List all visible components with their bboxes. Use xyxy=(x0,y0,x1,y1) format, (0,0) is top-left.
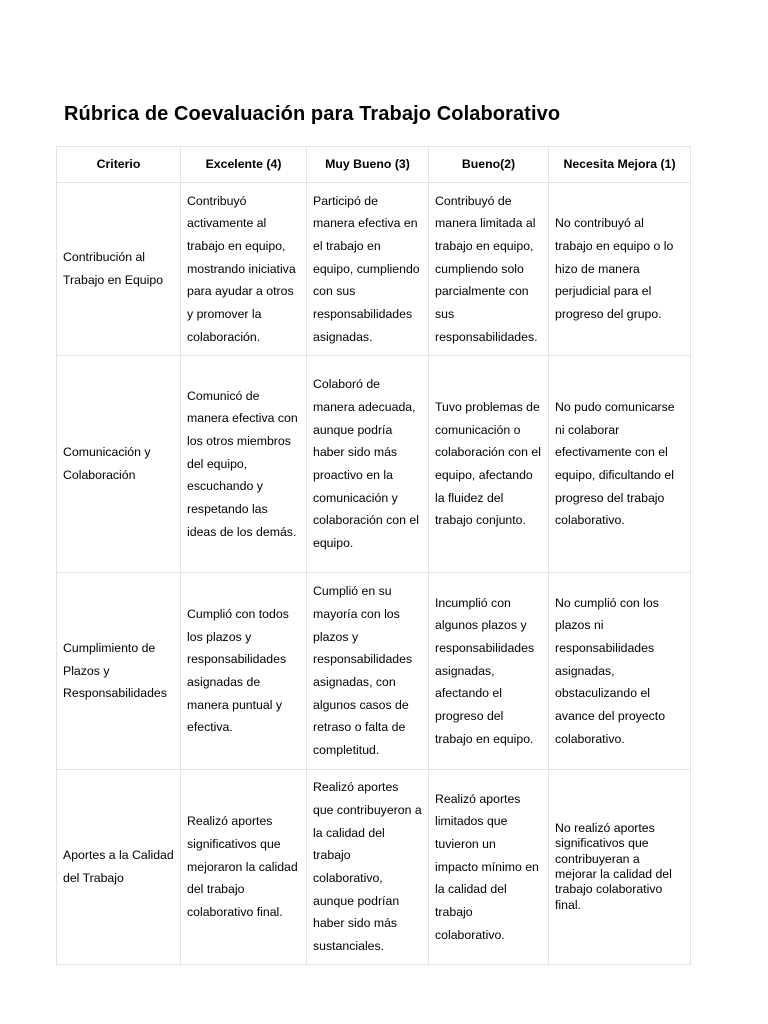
cell-muy-bueno: Participó de manera efectiva en el trabajo en equipo, cumpliendo con sus responsabilidades asignadas. xyxy=(307,183,429,356)
cell-excelente: Comunicó de manera efectiva con los otros miembros del equipo, escuchando y respetando las ideas de los demás. xyxy=(181,356,307,573)
cell-necesita-mejora: No pudo comunicarse ni colaborar efectivamente con el equipo, dificultando el progreso del trabajo colaborativo. xyxy=(549,356,691,573)
header-bueno: Bueno(2) xyxy=(429,147,549,183)
cell-bueno: Tuvo problemas de comunicación o colaboración con el equipo, afectando la fluidez del trabajo conjunto. xyxy=(429,356,549,573)
cell-excelente: Cumplió con todos los plazos y responsabilidades asignadas de manera puntual y efectiva. xyxy=(181,573,307,770)
cell-necesita-mejora: No contribuyó al trabajo en equipo o lo hizo de manera perjudicial para el progreso del grupo. xyxy=(549,183,691,356)
cell-muy-bueno: Cumplió en su mayoría con los plazos y responsabilidades asignadas, con algunos casos de retraso o falta de completitud. xyxy=(307,573,429,770)
table-row xyxy=(57,183,691,356)
page-title: Rúbrica de Coevaluación para Trabajo Colaborativo xyxy=(64,103,561,125)
table-row xyxy=(57,356,691,573)
cell-criterio: Cumplimiento de Plazos y Responsabilidades xyxy=(57,573,181,770)
cell-criterio: Comunicación y Colaboración xyxy=(57,356,181,573)
header-criterio: Criterio xyxy=(57,147,181,183)
cell-bueno: Incumplió con algunos plazos y responsabilidades asignadas, afectando el progreso del trabajo en equipo. xyxy=(429,573,549,770)
cell-excelente: Contribuyó activamente al trabajo en equipo, mostrando iniciativa para ayudar a otros y promover la colaboración. xyxy=(181,183,307,356)
cell-bueno: Contribuyó de manera limitada al trabajo en equipo, cumpliendo solo parcialmente con sus responsabilidades. xyxy=(429,183,549,356)
header-excelente: Excelente (4) xyxy=(181,147,307,183)
cell-criterio: Aportes a la Calidad del Trabajo xyxy=(57,770,181,965)
table-header-row xyxy=(57,147,691,183)
cell-muy-bueno: Realizó aportes que contribuyeron a la calidad del trabajo colaborativo, aunque podrían haber sido más sustanciales. xyxy=(307,770,429,965)
table-row xyxy=(57,573,691,770)
cell-necesita-mejora: No cumplió con los plazos ni responsabilidades asignadas, obstaculizando el avance del proyecto colaborativo. xyxy=(549,573,691,770)
header-necesita-mejora: Necesita Mejora (1) xyxy=(549,147,691,183)
cell-necesita-mejora: No realizó aportes significativos que contribuyeran a mejorar la calidad del trabajo colaborativo final. xyxy=(549,770,691,965)
table-row xyxy=(57,770,691,965)
header-muy-bueno: Muy Bueno (3) xyxy=(307,147,429,183)
cell-excelente: Realizó aportes significativos que mejoraron la calidad del trabajo colaborativo final. xyxy=(181,770,307,965)
cell-muy-bueno: Colaboró de manera adecuada, aunque podría haber sido más proactivo en la comunicación y colaboración con el equipo. xyxy=(307,356,429,573)
cell-criterio: Contribución al Trabajo en Equipo xyxy=(57,183,181,356)
cell-bueno: Realizó aportes limitados que tuvieron un impacto mínimo en la calidad del trabajo colaborativo. xyxy=(429,770,549,965)
rubric-table xyxy=(56,146,691,965)
